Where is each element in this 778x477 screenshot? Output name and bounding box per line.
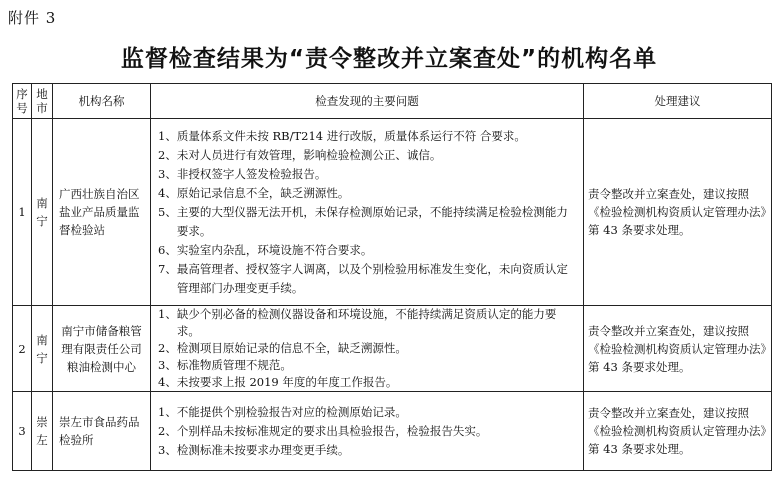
row-city: 崇 左 — [32, 392, 53, 471]
row-suggestion: 责令整改并立案查处，建议按照《检验检测机构资质认定管理办法》第 43 条要求处理。 — [584, 392, 772, 471]
issue-item: 4、 未按要求上报 2019 年度的年度工作报告。 — [158, 375, 398, 389]
row-no: 3 — [13, 392, 32, 471]
issue-item: 2、 个别样品未按标准规定的要求出具检验报告，检验报告失实。 — [158, 423, 488, 438]
header-city: 地 市 — [32, 84, 53, 119]
annex-label: 附件 3 — [8, 9, 57, 27]
issue-item: 2、 检测项目原始记录的信息不全，缺乏溯源性。 — [158, 341, 407, 355]
row-no: 1 — [13, 119, 32, 306]
row-issues — [151, 306, 584, 392]
issue-item: 2、 未对人员进行有效管理，影响检验检测公正、诚信。 — [158, 147, 442, 162]
header-issues: 检查发现的主要问题 — [151, 84, 584, 119]
table-row — [13, 392, 772, 471]
header-org: 机构名称 — [53, 84, 151, 119]
issue-item: 6、 实验室内杂乱，环境设施不符合要求。 — [158, 242, 373, 257]
row-city: 南 宁 — [32, 119, 53, 306]
issue-item: 7、 最高管理者、授权签字人调离，以及个别检验用标准发生变化，未向资质认定管理部门办理变更手续。 — [158, 261, 568, 295]
issue-item: 5、 主要的大型仪器无法开机，未保存检测原始记录，不能持续满足检验检测能力要求。 — [158, 204, 568, 238]
table-header-row — [13, 84, 772, 119]
issue-item: 1、 质量体系文件未按 RB/T214 进行改版，质量体系运行不符 合要求。 — [158, 128, 526, 143]
row-suggestion: 责令整改并立案查处，建议按照《检验检测机构资质认定管理办法》第 43 条要求处理。 — [584, 306, 772, 392]
row-issues — [151, 119, 584, 306]
issue-item: 4、 原始记录信息不全，缺乏溯源性。 — [158, 185, 350, 200]
institution-table — [12, 83, 772, 471]
issue-item: 3、 检测标准未按要求办理变更手续。 — [158, 442, 350, 457]
document-title: 监督检查结果为“责令整改并立案查处”的机构名单 — [120, 46, 658, 72]
issue-item: 1、 不能提供个别检验报告对应的检测原始记录。 — [158, 404, 407, 419]
row-no: 2 — [13, 306, 32, 392]
issue-item: 3、 标准物质管理不规范。 — [158, 358, 292, 372]
row-org-name: 广西壮族自治区盐业产品质量监督检验站 — [53, 119, 151, 306]
table-row — [13, 119, 772, 306]
row-org-name: 崇左市食品药品检验所 — [53, 392, 151, 471]
row-city: 南 宁 — [32, 306, 53, 392]
table-row — [13, 306, 772, 392]
row-suggestion: 责令整改并立案查处，建议按照《检验检测机构资质认定管理办法》第 43 条要求处理。 — [584, 119, 772, 306]
header-seq: 序 号 — [13, 84, 32, 119]
row-issues — [151, 392, 584, 471]
header-suggestion: 处理建议 — [584, 84, 772, 119]
issue-item: 3、 非授权签字人签发检验报告。 — [158, 166, 327, 181]
row-org-name: 南宁市储备粮管理有限责任公司粮油检测中心 — [53, 306, 151, 392]
issue-item: 1、 缺少个别必备的检测仪器设备和环境设施，不能持续满足资质认定的能力要求。 — [158, 307, 557, 338]
